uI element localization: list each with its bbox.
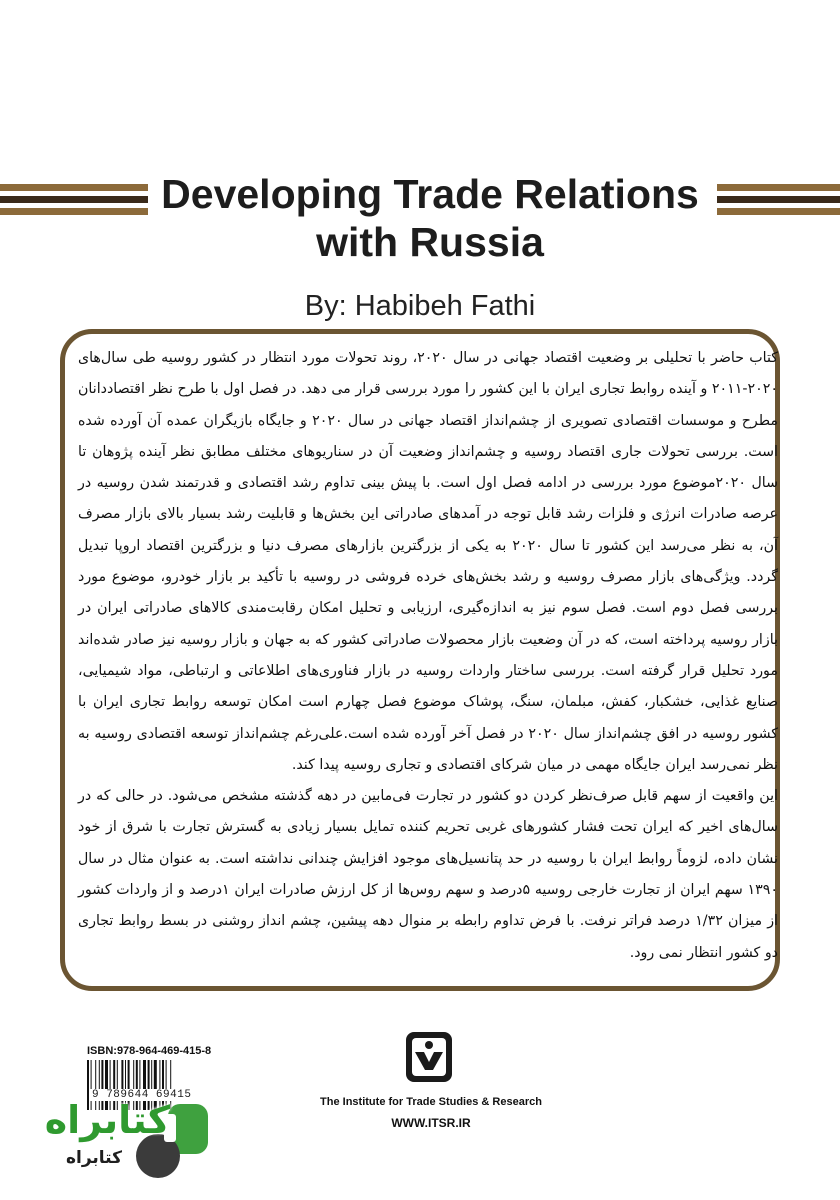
watermark-sub: کتابراه [65,1148,122,1168]
decorative-stripes-left [0,184,148,216]
book-author: By: Habibeh Fathi [304,290,536,322]
publisher-name: The Institute for Trade Studies & Research [320,1096,542,1108]
isbn-label: ISBN:978-964-469-415-8 [87,1045,212,1057]
watermark-main: کتابراه [44,1098,170,1142]
book-title: Developing Trade Relations with Russia [161,171,699,265]
publisher-website[interactable]: WWW.ITSR.IR [391,1116,471,1130]
decorative-stripes-right [717,184,840,216]
publisher-logo-icon [404,1030,454,1084]
barcode-digits: 9 789644 69415 [92,1089,192,1101]
description-paragraph-1: کتاب حاضر با تحلیلی بر وضعیت اقتصاد جهانی در سال ۲۰۲۰، روند تحولات مورد انتظار در کشور روسیه طی سال‌های ۲۰۲۰-۲۰۱۱ و آینده روابط تجاری ایران با این کشور را مورد بررسی قرار می دهد. در فصل اول با طرح نظر اقتصاددانان مطرح و موسسات اقتصادی تصویری از چشم‌انداز اقتصاد جهانی در سال ۲۰۲۰ و جایگاه بازیگران عمده آن آورده شده است. بررسی تحولات جاری اقتصاد روسیه و چشم‌انداز وضعیت آن در سناریوهای مختلف مطابق نظر آینده پژوهان تا سال ۲۰۲۰موضوع مورد بررسی در ادامه فصل اول است. با پیش بینی تداوم رشد اقتصادی و قدرتمند شدن روسیه در عرصه صادرات انرژی و فلزات رشد قابل توجه در آمدهای صادراتی این بخش‌ها و قابلیت رشد بسیار بالای بازار مصرف آن، به نظر می‌رسد این کشور تا سال ۲۰۲۰ به یکی از بزرگترین بازارهای مصرف دنیا و بزرگترین اقتصاد اروپا تبدیل گردد. ویژگی‌های بازار مصرف روسیه و رشد بخش‌های خرده فروشی در روسیه با تأکید بر بازار خودرو، موضوع مورد بررسی فصل دوم است. فصل سوم نیز به اندازه‌گیری، ارزیابی و تحلیل امکان رقابت‌مندی کالاهای صادراتی ایران در بازار روسیه پرداخته است، که در آن وضعیت بازار محصولات صادراتی کشور که به جهان و بازار روسیه نیز صادر شده‌اند مورد تحلیل قرار گرفته است. بررسی ساختار واردات روسیه در بازار فناوری‌های اطلاعاتی و ارتباطی، مواد شیمیایی، صنایع غذایی، خشکبار، کفش، مبلمان، سنگ، پوشاک موضوع فصل چهارم است امکان توسعه روابط تجاری ایران با کشور روسیه در افق چشم‌انداز سال ۲۰۲۰ در فصل آخر آورده شده است.علی‌رغم چشم‌انداز توسعه اقتصادی روسیه به نظر نمی‌رسد ایران جایگاه مهمی در میان شرکای اقتصادی و تجاری روسیه پیدا کند. [78,350,779,773]
description-paragraph-2: این واقعیت از سهم قابل صرف‌نظر کردن دو کشور در تجارت فی‌مابین در دهه گذشته مشخص می‌شود. در حالی که در سال‌های اخیر که ایران تحت فشار کشورهای غربی تحریم کننده تمایل بسیار زیادی به گسترش تجارت با شرق از خود نشان داده، لزوماً روابط ایران با روسیه در حد پتانسیل‌های موجود افزایش چندانی نداشته است. به عنوان مثال در سال ۱۳۹۰ سهم ایران از تجارت خارجی روسیه ۵درصد و سهم روس‌ها از کل ارزش صادرات ایران ۱درصد و از واردات کشور از میزان ۱/۳۲ درصد فراتر نرفت. با فرض تداوم رابطه بر منوال دهه پیشین، چشم انداز روشنی در بسط روابط تجاری دو کشور انتظار نمی رود. [78,788,779,961]
description-text [78,343,778,969]
